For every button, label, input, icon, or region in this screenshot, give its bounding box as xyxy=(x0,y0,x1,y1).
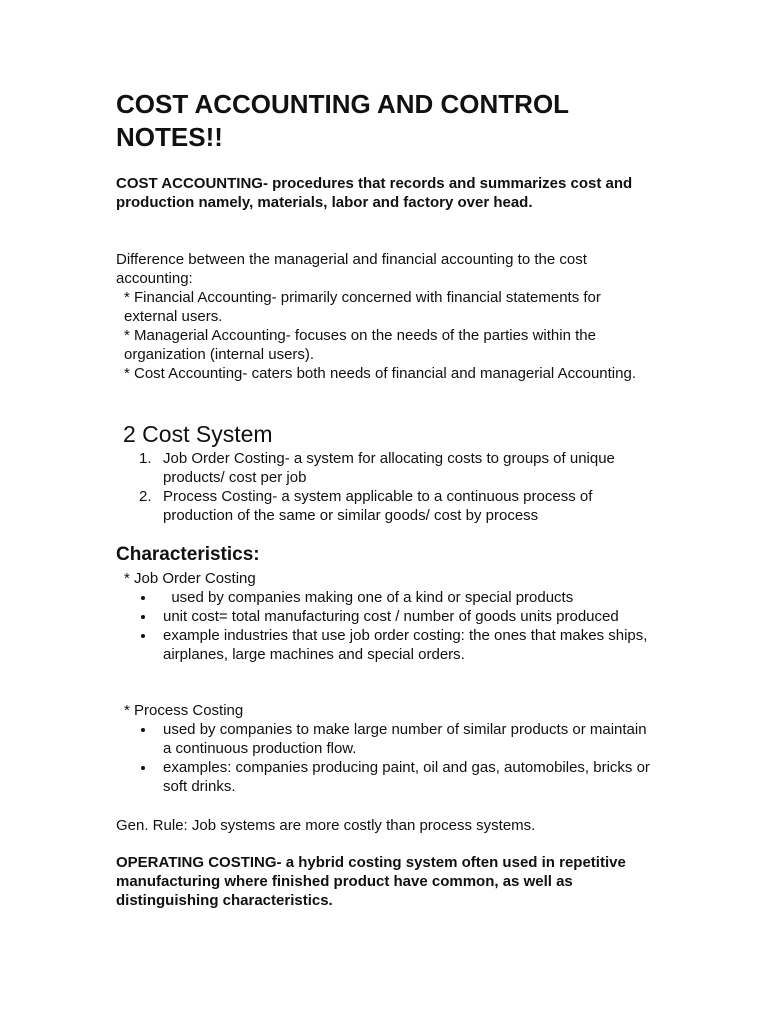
list-number: 2. xyxy=(139,488,152,505)
list-item xyxy=(116,487,656,525)
process-bullets xyxy=(116,720,656,796)
difference-section xyxy=(116,250,656,383)
difference-item: * Cost Accounting- caters both needs of financial and managerial Accounting. xyxy=(124,365,636,382)
list-item xyxy=(116,626,656,664)
process-section xyxy=(116,701,656,796)
job-order-heading: * Job Order Costing xyxy=(124,570,256,587)
list-item xyxy=(116,588,656,607)
bullet-text: used by companies to make large number of similar products or maintain a continuous production flow. xyxy=(163,721,647,757)
bullet-text: used by companies making one of a kind or special products xyxy=(163,589,574,606)
job-order-section xyxy=(116,569,656,664)
bullet-icon xyxy=(141,634,145,638)
difference-item: * Managerial Accounting- focuses on the needs of the parties within the organization (internal users). xyxy=(124,327,596,363)
operating-costing-definition: OPERATING COSTING- a hybrid costing system often used in repetitive manufacturing where finished product have common, as well as distinguishing characteristics. xyxy=(116,854,626,909)
list-item xyxy=(116,607,656,626)
list-item xyxy=(116,449,656,487)
bullet-icon xyxy=(141,766,145,770)
list-number: 1. xyxy=(139,450,152,467)
bullet-icon xyxy=(141,728,145,732)
list-item xyxy=(116,758,656,796)
list-item xyxy=(116,720,656,758)
bullet-text: examples: companies producing paint, oil and gas, automobiles, bricks or soft drinks. xyxy=(163,759,650,795)
cost-system-list xyxy=(116,449,656,525)
characteristics-heading: Characteristics: xyxy=(116,544,260,565)
list-item-text: Job Order Costing- a system for allocating costs to groups of unique products/ cost per job xyxy=(163,450,615,486)
list-item-text: Process Costing- a system applicable to a continuous process of production of the same or similar goods/ cost by process xyxy=(163,488,593,524)
page-title: COST ACCOUNTING AND CONTROL NOTES!! xyxy=(116,89,569,152)
difference-item: * Financial Accounting- primarily concerned with financial statements for external users. xyxy=(124,289,601,325)
bullet-text: unit cost= total manufacturing cost / number of goods units produced xyxy=(163,608,619,625)
process-heading: * Process Costing xyxy=(124,702,244,719)
difference-lead: Difference between the managerial and financial accounting to the cost accounting: xyxy=(116,251,587,287)
bullet-icon xyxy=(141,615,145,619)
bullet-text: example industries that use job order costing: the ones that makes ships, airplanes, large machines and special orders. xyxy=(163,627,648,663)
job-order-bullets xyxy=(116,588,656,664)
general-rule: Gen. Rule: Job systems are more costly than process systems. xyxy=(116,817,536,834)
intro-definition: COST ACCOUNTING- procedures that records and summarizes cost and production namely, materials, labor and factory over head. xyxy=(116,175,633,211)
bullet-icon xyxy=(141,596,145,600)
cost-system-heading: 2 Cost System xyxy=(123,421,273,447)
